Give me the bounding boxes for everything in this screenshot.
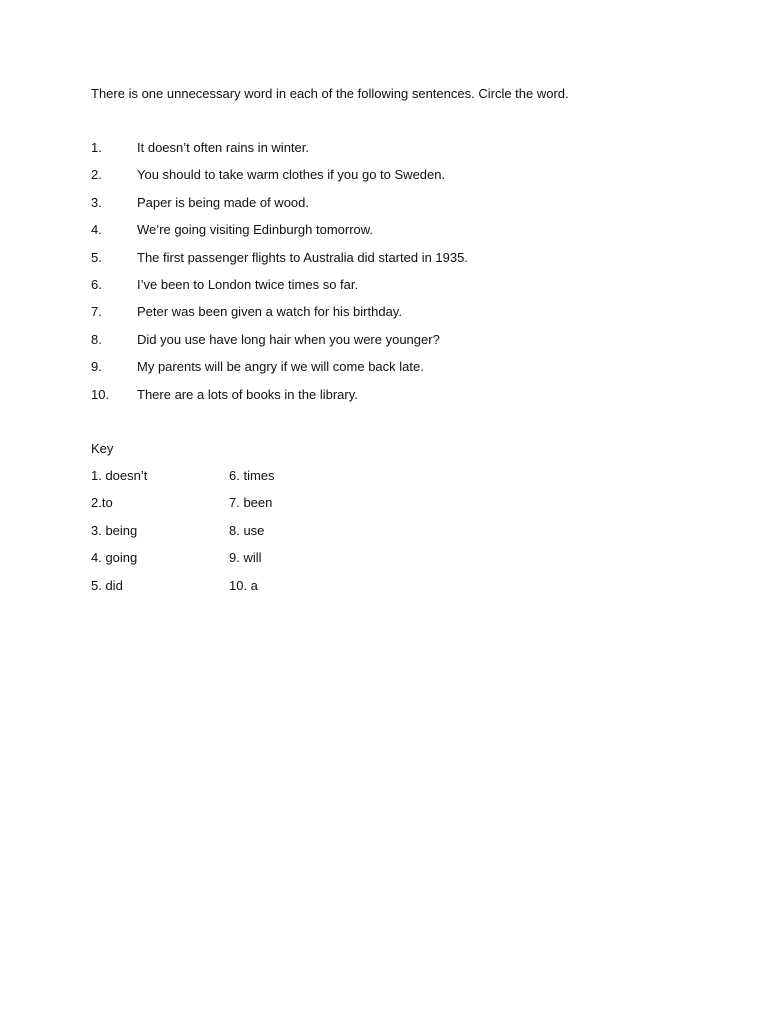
sentence-text: The first passenger flights to Australia did started in 1935. xyxy=(137,249,468,265)
sentence-number: 10. xyxy=(91,386,110,402)
sentence-text: It doesn’t often rains in winter. xyxy=(137,140,309,155)
sentence-number: 6. xyxy=(91,276,102,292)
sentence-number: 2. xyxy=(91,167,102,183)
key-row xyxy=(91,495,391,522)
sentence-text: We’re going visiting Edinburgh tomorrow. xyxy=(137,222,374,238)
key-answer: 7. been xyxy=(229,495,273,511)
key-answer: 4. going xyxy=(91,550,138,566)
sentence-text: You should to take warm clothes if you go to Sweden. xyxy=(137,167,446,183)
sentence-text: Peter was been given a watch for his birthday. xyxy=(137,304,402,320)
key-row xyxy=(91,578,391,605)
key-answer: 6. times xyxy=(229,468,275,483)
sentence-text: Did you use have long hair when you were younger? xyxy=(137,331,440,347)
sentence-text: My parents will be angry if we will come back late. xyxy=(137,359,424,375)
key-answer: 10. a xyxy=(229,577,258,593)
key-heading: Key xyxy=(91,441,114,456)
sentence-text: There are a lots of books in the library. xyxy=(137,386,358,402)
instruction-text: There is one unnecessary word in each of the following sentences. Circle the word. xyxy=(91,86,569,101)
sentence-number: 5. xyxy=(91,249,102,265)
sentence-number: 7. xyxy=(91,304,102,320)
key-answer: 2.to xyxy=(91,495,113,511)
sentence-number: 8. xyxy=(91,331,102,347)
sentence-number: 9. xyxy=(91,359,102,375)
sentence-number: 1. xyxy=(91,140,102,155)
answer-key xyxy=(91,468,391,605)
key-row xyxy=(91,550,391,577)
sentence-text: Paper is being made of wood. xyxy=(137,194,309,210)
sentence-number: 4. xyxy=(91,222,102,238)
key-answer: 1. doesn’t xyxy=(91,468,148,483)
key-answer: 8. use xyxy=(229,522,265,538)
key-answer: 9. will xyxy=(229,550,262,566)
key-row xyxy=(91,523,391,550)
key-answer: 3. being xyxy=(91,522,138,538)
sentence-text: I’ve been to London twice times so far. xyxy=(137,276,359,292)
sentence-number: 3. xyxy=(91,194,102,210)
key-answer: 5. did xyxy=(91,577,123,593)
key-row xyxy=(91,468,391,495)
